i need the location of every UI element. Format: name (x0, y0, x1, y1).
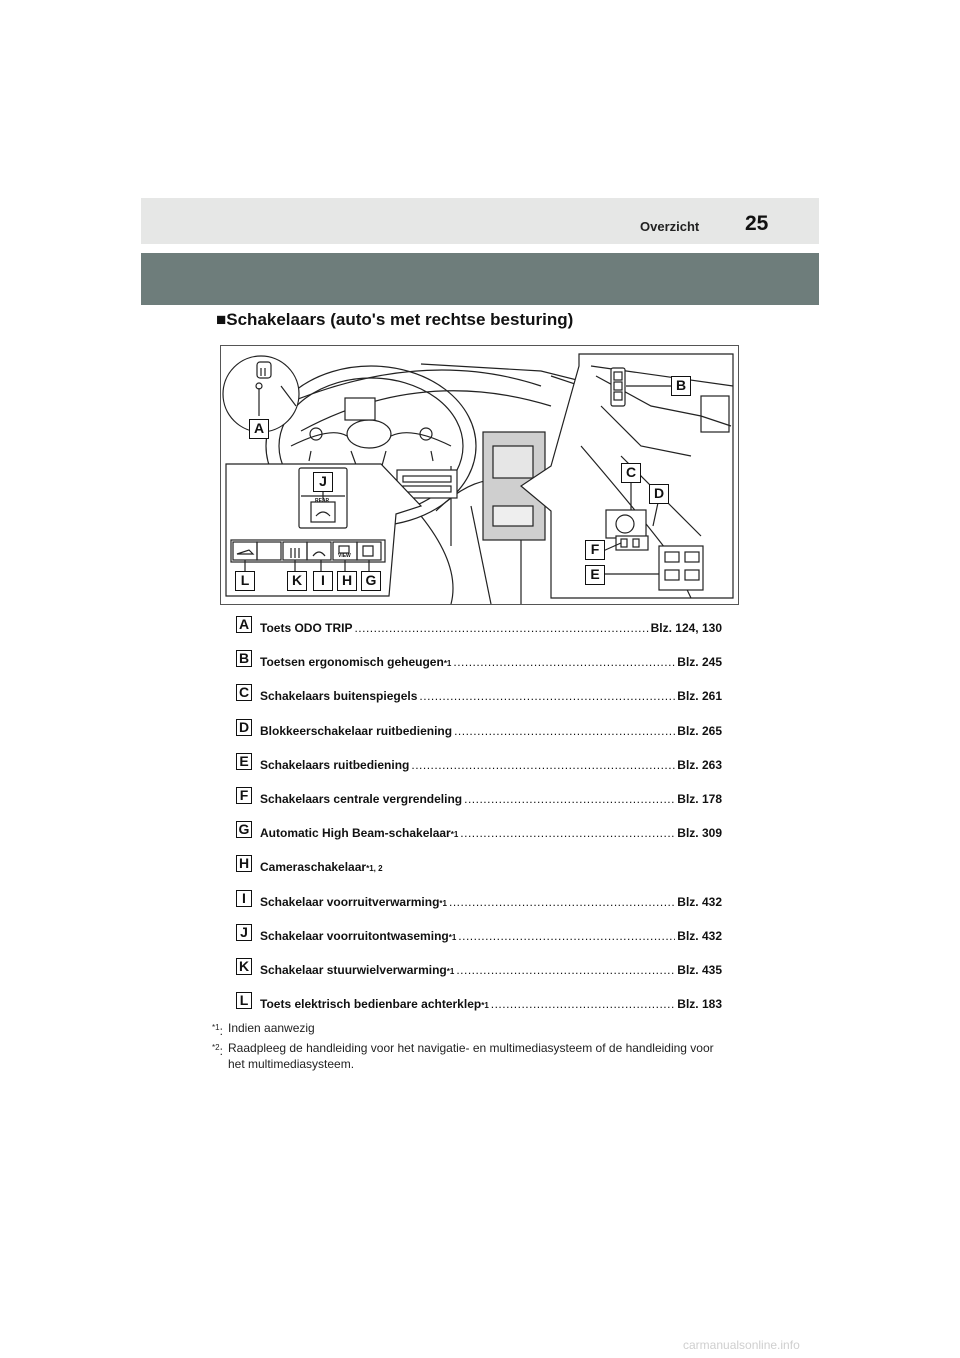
header-band (141, 253, 819, 305)
label-j: J (313, 472, 333, 492)
dashboard-illustration (221, 346, 738, 604)
item-letter: E (236, 753, 252, 770)
leader-dots (449, 895, 675, 909)
page-number: 25 (745, 212, 769, 235)
label-f: F (585, 540, 605, 560)
footnote-text: Raadpleeg de handleiding voor het navigatie- en multimediasysteem of de handleiding voor het multimediasysteem. (228, 1041, 714, 1071)
list-item (236, 853, 722, 887)
item-page-ref: Blz. 178 (677, 791, 722, 806)
item-letter: G (236, 821, 252, 838)
switch-list (236, 614, 722, 1024)
item-footnote-ref: *1 (481, 1001, 489, 1011)
footnote: $^{*2}$: Raadpleeg de handleiding voor het navigatie- en multimediasysteem of de handleiding voor het multimediasysteem. (212, 1041, 714, 1071)
label-c: C (621, 463, 641, 483)
item-letter: K (236, 958, 252, 975)
label-l: L (235, 571, 255, 591)
footnote: $^{*1}$: Indien aanwezig (212, 1021, 315, 1038)
item-letter: H (236, 855, 252, 872)
footnote-text: Indien aanwezig (228, 1021, 315, 1035)
header-bar (141, 198, 819, 244)
item-letter: I (236, 890, 252, 907)
item-letter: D (236, 719, 252, 736)
footnote-mark: *1 (212, 1023, 220, 1032)
label-e: E (585, 565, 605, 585)
item-name: Cameraschakelaar (260, 860, 367, 875)
footnotes (212, 1020, 732, 1076)
item-letter: J (236, 924, 252, 941)
leader-dots (464, 792, 675, 806)
list-item (236, 922, 722, 956)
item-name: Toets elektrisch bedienbare achterklep (260, 997, 482, 1012)
label-h: H (337, 571, 357, 591)
item-page-ref: Blz. 245 (677, 655, 722, 670)
list-item (236, 751, 722, 785)
item-page-ref: Blz. 435 (677, 962, 722, 977)
leader-dots (411, 758, 675, 772)
item-name: Schakelaar voorruitontwaseming (260, 928, 449, 943)
leader-dots (453, 655, 675, 669)
section-title: Overzicht (640, 219, 700, 234)
item-letter: L (236, 992, 252, 1009)
item-page-ref: Blz. 265 (677, 723, 722, 738)
item-footnote-ref: *1 (450, 830, 459, 840)
rear-icon-text: REAR (315, 498, 330, 504)
item-footnote-ref: *1 (448, 932, 457, 942)
item-name: Schakelaar voorruitverwarming (260, 894, 440, 909)
list-item (236, 717, 722, 751)
list-item (236, 956, 722, 990)
item-page-ref: Blz. 263 (677, 757, 722, 772)
item-name: Schakelaar stuurwielverwarming (260, 962, 447, 977)
label-a: A (249, 419, 269, 439)
switch-location-figure (220, 345, 739, 605)
leader-dots (456, 963, 675, 977)
item-name: Automatic High Beam-schakelaar (260, 826, 451, 841)
item-letter: C (236, 684, 252, 701)
label-d: D (649, 484, 669, 504)
label-k: K (287, 571, 307, 591)
item-page-ref: Blz. 432 (677, 928, 722, 943)
list-item (236, 614, 722, 648)
page-title: ■Schakelaars (auto's met rechtse besturing) (216, 310, 574, 329)
leader-dots (454, 724, 675, 738)
leader-dots (491, 997, 676, 1011)
list-item (236, 648, 722, 682)
list-item (236, 682, 722, 716)
leader-dots (419, 689, 675, 703)
item-name: Schakelaars ruitbediening (260, 757, 410, 772)
leader-dots (458, 929, 675, 943)
item-page-ref: Blz. 309 (677, 826, 722, 841)
label-g: G (361, 571, 381, 591)
item-footnote-ref: *1, 2 (366, 864, 383, 874)
leader-dots (460, 826, 675, 840)
list-item (236, 888, 722, 922)
footnote-mark: *2 (212, 1043, 220, 1052)
item-name: Schakelaars centrale vergrendeling (260, 791, 463, 806)
item-footnote-ref: *1 (439, 898, 447, 908)
list-item (236, 785, 722, 819)
footer-watermark: carmanualsonline.info (683, 1338, 800, 1352)
item-letter: A (236, 616, 252, 633)
item-page-ref: Blz. 432 (677, 894, 722, 909)
list-item (236, 819, 722, 853)
view-icon-text: VIEW (338, 553, 351, 559)
item-name: Toetsen ergonomisch geheugen (260, 655, 444, 670)
item-page-ref: Blz. 261 (677, 689, 722, 704)
item-footnote-ref: *1 (446, 966, 455, 976)
item-footnote-ref: *1 (443, 659, 452, 669)
label-b: B (671, 376, 691, 396)
label-i: I (313, 571, 333, 591)
item-name: Toets ODO TRIP (260, 621, 353, 635)
item-name: Blokkeerschakelaar ruitbediening (260, 723, 453, 738)
item-name: Schakelaars buitenspiegels (260, 689, 418, 704)
item-page-ref: Blz. 124, 130 (650, 621, 722, 635)
item-page-ref: Blz. 183 (677, 997, 722, 1012)
item-letter: B (236, 650, 252, 667)
item-letter: F (236, 787, 252, 804)
leader-dots (354, 621, 648, 635)
